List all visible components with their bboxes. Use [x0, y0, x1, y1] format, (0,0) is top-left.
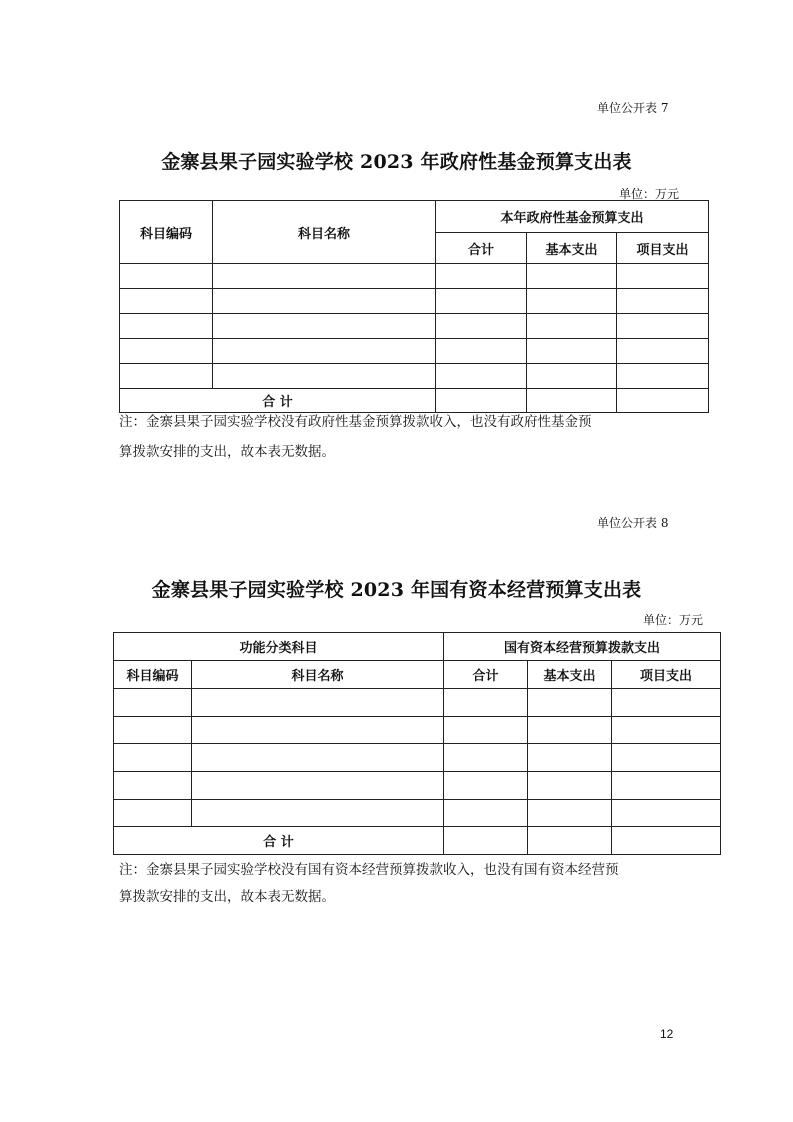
table7-header-project: 项目支出: [617, 233, 709, 264]
table7-note-line1: 注：金寨县果子园实验学校没有政府性基金预算拨款收入，也没有政府性基金预: [119, 414, 592, 430]
table8-total-row: [114, 827, 721, 855]
table-row: [114, 800, 721, 827]
table7-grid: [119, 200, 709, 413]
table8-header-name: 科目名称: [192, 661, 444, 689]
table7-note-line2: 算拨款安排的支出，故本表无数据。: [119, 444, 335, 460]
table8-header-project: 项目支出: [612, 661, 721, 689]
table8-tag: 单位公开表 8: [597, 516, 669, 530]
table7-title: 金寨县果子园实验学校 2023 年政府性基金预算支出表: [161, 151, 632, 173]
table7-total-label: 合 计: [120, 389, 436, 413]
table-row: [120, 339, 709, 364]
table8-header-group: 国有资本经营预算拨款支出: [444, 633, 721, 661]
table-row: [120, 314, 709, 339]
table7-header-group: 本年政府性基金预算支出: [436, 201, 709, 233]
table7-header-basic: 基本支出: [527, 233, 617, 264]
table7-header-total: 合计: [436, 233, 527, 264]
table8-header-basic: 基本支出: [528, 661, 612, 689]
table8-unit: 单位：万元: [643, 613, 704, 627]
table7-header-name: 科目名称: [213, 201, 436, 264]
table-row: [120, 364, 709, 389]
table8-title: 金寨县果子园实验学校 2023 年国有资本经营预算支出表: [151, 579, 642, 601]
table8-header-func: 功能分类科目: [114, 633, 444, 661]
table7-unit: 单位：万元: [619, 187, 680, 201]
table-row: [114, 717, 721, 744]
table-row: [120, 264, 709, 289]
table8-note-line1: 注：金寨县果子园实验学校没有国有资本经营预算拨款收入，也没有国有资本经营预: [119, 862, 619, 878]
table-row: [120, 289, 709, 314]
table-row: [114, 744, 721, 772]
table8-header-code: 科目编码: [114, 661, 192, 689]
table-row: [114, 772, 721, 800]
page-number: 12: [660, 1027, 674, 1041]
table8-total-label: 合 计: [114, 827, 444, 855]
table7-tag: 单位公开表 7: [597, 101, 669, 115]
table8-grid: [113, 632, 721, 855]
table8-note-line2: 算拨款安排的支出，故本表无数据。: [119, 889, 335, 905]
table-row: [114, 689, 721, 717]
table8-header-total: 合计: [444, 661, 528, 689]
table7-header-code: 科目编码: [120, 201, 213, 264]
